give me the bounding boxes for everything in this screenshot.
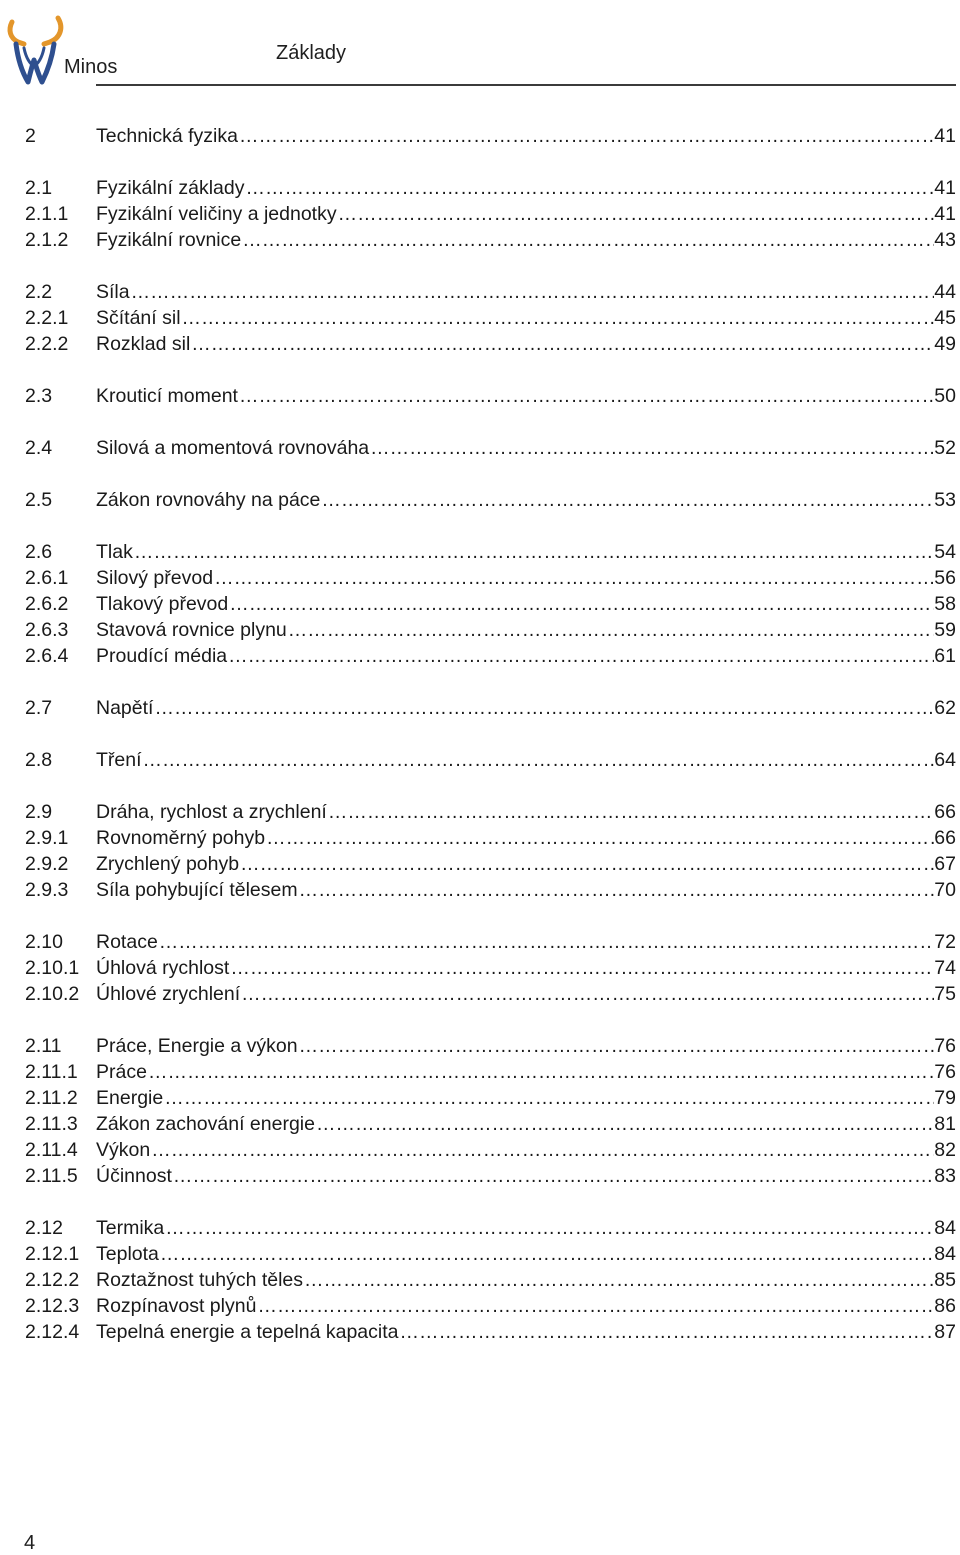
toc-entry[interactable] <box>25 591 956 617</box>
page-number: 4 <box>24 1532 36 1554</box>
toc-leader-dots <box>256 1293 934 1319</box>
toc-entry-title: Rozklad sil <box>96 333 191 355</box>
toc-leader-dots <box>315 1111 934 1137</box>
toc-entry-page: 62 <box>934 697 956 719</box>
toc-entry-title: Úhlové zrychlení <box>96 983 241 1005</box>
toc-entry[interactable] <box>25 383 956 409</box>
toc-leader-dots <box>228 591 934 617</box>
toc-entry[interactable] <box>25 747 956 773</box>
toc-leader-dots <box>213 565 934 591</box>
toc-entry-page: 50 <box>934 385 956 407</box>
toc-entry-number: 2.10.2 <box>25 983 80 1005</box>
toc-entry-page: 56 <box>934 567 956 589</box>
toc-leader-dots <box>133 539 934 565</box>
toc-entry-title: Stavová rovnice plynu <box>96 619 287 641</box>
toc-entry-number: 2.10.1 <box>25 957 80 979</box>
toc-entry-title: Síla pohybující tělesem <box>96 879 298 901</box>
toc-entry-title: Silový převod <box>96 567 214 589</box>
toc-entry-number: 2.2 <box>25 281 53 303</box>
toc-entry-title: Rovnoměrný pohyb <box>96 827 266 849</box>
toc-entry-number: 2.2.2 <box>25 333 69 355</box>
toc-group <box>25 1215 956 1345</box>
toc-group <box>25 1033 956 1189</box>
toc-leader-dots <box>244 175 934 201</box>
toc-entry[interactable] <box>25 175 956 201</box>
toc-leader-dots <box>337 201 935 227</box>
toc-entry[interactable] <box>25 825 956 851</box>
toc-entry-title: Tlakový převod <box>96 593 229 615</box>
toc-leader-dots <box>227 643 934 669</box>
toc-entry-number: 2.7 <box>25 697 53 719</box>
toc-leader-dots <box>147 1059 934 1085</box>
toc-leader-dots <box>265 825 934 851</box>
toc-entry-page: 59 <box>934 619 956 641</box>
page-header <box>0 0 960 92</box>
toc-entry-title: Tlak <box>96 541 133 563</box>
toc-group <box>25 175 956 253</box>
toc-entry[interactable] <box>25 617 956 643</box>
toc-entry-page: 66 <box>934 827 956 849</box>
toc-entry-number: 2.6.3 <box>25 619 69 641</box>
toc-entry-title: Zákon rovnováhy na páce <box>96 489 321 511</box>
toc-entry-number: 2 <box>25 125 36 147</box>
toc-entry[interactable] <box>25 201 956 227</box>
toc-entry-title: Dráha, rychlost a zrychlení <box>96 801 327 823</box>
toc-leader-dots <box>298 877 935 903</box>
toc-entry[interactable] <box>25 643 956 669</box>
toc-entry-title: Fyzikální rovnice <box>96 229 242 251</box>
toc-entry-number: 2.8 <box>25 749 53 771</box>
toc-entry[interactable] <box>25 1293 956 1319</box>
toc-entry-page: 49 <box>934 333 956 355</box>
toc-entry-title: Termika <box>96 1217 165 1239</box>
toc-group <box>25 487 956 513</box>
toc-entry-title: Úhlová rychlost <box>96 957 230 979</box>
toc-leader-dots <box>172 1163 934 1189</box>
toc-leader-dots <box>369 435 934 461</box>
toc-entry-number: 2.9.2 <box>25 853 69 875</box>
section-title: Základy <box>276 42 347 64</box>
toc-entry-page: 44 <box>934 281 956 303</box>
toc-entry[interactable] <box>25 331 956 357</box>
toc-entry[interactable] <box>25 305 956 331</box>
toc-entry[interactable] <box>25 1085 956 1111</box>
toc-entry-title: Fyzikální základy <box>96 177 245 199</box>
toc-entry[interactable] <box>25 955 956 981</box>
toc-leader-dots <box>238 383 934 409</box>
toc-group <box>25 747 956 773</box>
toc-entry[interactable] <box>25 851 956 877</box>
toc-entry[interactable] <box>25 435 956 461</box>
toc-entry-page: 53 <box>934 489 956 511</box>
toc-group <box>25 383 956 409</box>
toc-entry[interactable] <box>25 1111 956 1137</box>
toc-entry-title: Krouticí moment <box>96 385 238 407</box>
toc-entry[interactable] <box>25 1319 956 1345</box>
toc-entry-page: 86 <box>934 1295 956 1317</box>
toc-entry[interactable] <box>25 1241 956 1267</box>
toc-entry-number: 2.11.1 <box>25 1061 78 1083</box>
toc-entry-page: 54 <box>934 541 956 563</box>
toc-entry[interactable] <box>25 695 956 721</box>
toc-group <box>25 799 956 903</box>
toc-entry-page: 52 <box>934 437 956 459</box>
toc-entry-page: 81 <box>934 1113 956 1135</box>
toc-leader-dots <box>130 279 935 305</box>
toc-entry[interactable] <box>25 799 956 825</box>
toc-leader-dots <box>181 305 935 331</box>
toc-entry[interactable] <box>25 227 956 253</box>
toc-entry-number: 2.12.4 <box>25 1321 80 1343</box>
toc-group <box>25 695 956 721</box>
toc-entry-title: Energie <box>96 1087 164 1109</box>
toc-entry-title: Zákon zachování energie <box>96 1113 315 1135</box>
toc-entry-title: Tření <box>96 749 142 771</box>
toc-group <box>25 929 956 1007</box>
toc-entry-number: 2.1.2 <box>25 229 69 251</box>
toc-entry-number: 2.12.1 <box>25 1243 80 1265</box>
toc-group <box>25 123 956 149</box>
toc-entry-page: 72 <box>934 931 956 953</box>
toc-entry-title: Tepelná energie a tepelná kapacita <box>96 1321 399 1343</box>
toc-entry-number: 2.9.3 <box>25 879 69 901</box>
toc-entry-number: 2.5 <box>25 489 53 511</box>
toc-leader-dots <box>153 695 934 721</box>
toc-entry-number: 2.11.2 <box>25 1087 78 1109</box>
toc-entry-number: 2.12 <box>25 1217 63 1239</box>
toc-entry-number: 2.3 <box>25 385 53 407</box>
toc-entry[interactable] <box>25 1033 956 1059</box>
toc-leader-dots <box>298 1033 935 1059</box>
toc-entry-number: 2.1.1 <box>25 203 69 225</box>
toc-entry[interactable] <box>25 929 956 955</box>
toc-leader-dots <box>142 747 935 773</box>
toc-leader-dots <box>190 331 934 357</box>
toc-entry-page: 74 <box>934 957 956 979</box>
toc-group <box>25 539 956 669</box>
toc-entry-title: Práce, Energie a výkon <box>96 1035 298 1057</box>
toc-entry-page: 70 <box>934 879 956 901</box>
toc-entry-title: Napětí <box>96 697 154 719</box>
toc-leader-dots <box>150 1137 934 1163</box>
toc-entry[interactable] <box>25 1059 956 1085</box>
toc-entry-number: 2.2.1 <box>25 307 69 329</box>
toc-leader-dots <box>229 955 934 981</box>
toc-entry-title: Teplota <box>96 1243 159 1265</box>
toc-entry[interactable] <box>25 123 956 149</box>
toc-entry-title: Fyzikální veličiny a jednotky <box>96 203 337 225</box>
toc-leader-dots <box>303 1267 934 1293</box>
toc-entry[interactable] <box>25 1163 956 1189</box>
toc-entry-number: 2.11.3 <box>25 1113 78 1135</box>
toc-entry[interactable] <box>25 279 956 305</box>
toc-entry[interactable] <box>25 1215 956 1241</box>
toc-entry-page: 41 <box>934 177 956 199</box>
toc-leader-dots <box>327 799 934 825</box>
toc-entry-page: 82 <box>934 1139 956 1161</box>
toc-leader-dots <box>398 1319 934 1345</box>
toc-leader-dots <box>163 1085 934 1111</box>
toc-entry-number: 2.12.3 <box>25 1295 80 1317</box>
toc-entry-title: Zrychlený pohyb <box>96 853 240 875</box>
toc-entry-page: 76 <box>934 1061 956 1083</box>
toc-entry-page: 41 <box>934 203 956 225</box>
toc-entry-page: 75 <box>934 983 956 1005</box>
toc-entry-title: Účinnost <box>96 1165 172 1187</box>
toc-leader-dots <box>320 487 934 513</box>
toc-entry-number: 2.11 <box>25 1035 62 1057</box>
toc-entry-page: 58 <box>934 593 956 615</box>
toc-group <box>25 279 956 357</box>
toc-entry[interactable] <box>25 877 956 903</box>
toc-entry-page: 79 <box>934 1087 956 1109</box>
toc-leader-dots <box>287 617 935 643</box>
toc-entry-title: Silová a momentová rovnováha <box>96 437 370 459</box>
toc-entry[interactable] <box>25 1137 956 1163</box>
toc-entry-page: 43 <box>934 229 956 251</box>
toc-entry-title: Roztažnost tuhých těles <box>96 1269 304 1291</box>
toc-entry-number: 2.11.5 <box>25 1165 78 1187</box>
toc-entry[interactable] <box>25 1267 956 1293</box>
toc-group <box>25 435 956 461</box>
toc-entry-page: 83 <box>934 1165 956 1187</box>
toc-entry-page: 64 <box>934 749 956 771</box>
toc-entry-number: 2.6.1 <box>25 567 69 589</box>
toc-entry-page: 66 <box>934 801 956 823</box>
toc-entry-title: Práce <box>96 1061 147 1083</box>
toc-entry-title: Rozpínavost plynů <box>96 1295 257 1317</box>
toc-entry-page: 85 <box>934 1269 956 1291</box>
brand-name: Minos <box>64 56 118 78</box>
toc-entry[interactable] <box>25 487 956 513</box>
bull-horns-logo-icon <box>4 8 66 88</box>
toc-entry-page: 76 <box>934 1035 956 1057</box>
toc-entry[interactable] <box>25 565 956 591</box>
toc-entry-number: 2.12.2 <box>25 1269 80 1291</box>
toc-entry[interactable] <box>25 539 956 565</box>
toc-leader-dots <box>239 851 934 877</box>
toc-entry-number: 2.4 <box>25 437 53 459</box>
toc-entry-number: 2.10 <box>25 931 63 953</box>
toc-leader-dots <box>238 123 934 149</box>
toc-entry-title: Technická fyzika <box>96 125 238 147</box>
toc-entry-page: 61 <box>934 645 956 667</box>
toc-leader-dots <box>159 1241 934 1267</box>
toc-entry-number: 2.11.4 <box>25 1139 78 1161</box>
toc-leader-dots <box>164 1215 934 1241</box>
table-of-contents <box>25 123 956 1371</box>
toc-entry-page: 84 <box>934 1243 956 1265</box>
toc-entry-number: 2.6.2 <box>25 593 69 615</box>
toc-entry-page: 67 <box>934 853 956 875</box>
toc-entry-title: Rotace <box>96 931 158 953</box>
toc-entry-title: Proudící média <box>96 645 228 667</box>
toc-leader-dots <box>240 981 934 1007</box>
toc-entry-number: 2.9 <box>25 801 53 823</box>
toc-leader-dots <box>158 929 935 955</box>
toc-entry-page: 41 <box>934 125 956 147</box>
toc-entry-title: Sčítání sil <box>96 307 181 329</box>
toc-entry-number: 2.9.1 <box>25 827 69 849</box>
toc-entry-title: Síla <box>96 281 130 303</box>
toc-entry-number: 2.6 <box>25 541 53 563</box>
header-divider <box>96 84 956 86</box>
toc-entry-page: 84 <box>934 1217 956 1239</box>
toc-entry-number: 2.1 <box>25 177 53 199</box>
toc-entry[interactable] <box>25 981 956 1007</box>
toc-entry-title: Výkon <box>96 1139 151 1161</box>
toc-entry-page: 45 <box>934 307 956 329</box>
toc-leader-dots <box>241 227 934 253</box>
toc-entry-number: 2.6.4 <box>25 645 69 667</box>
toc-entry-page: 87 <box>934 1321 956 1343</box>
